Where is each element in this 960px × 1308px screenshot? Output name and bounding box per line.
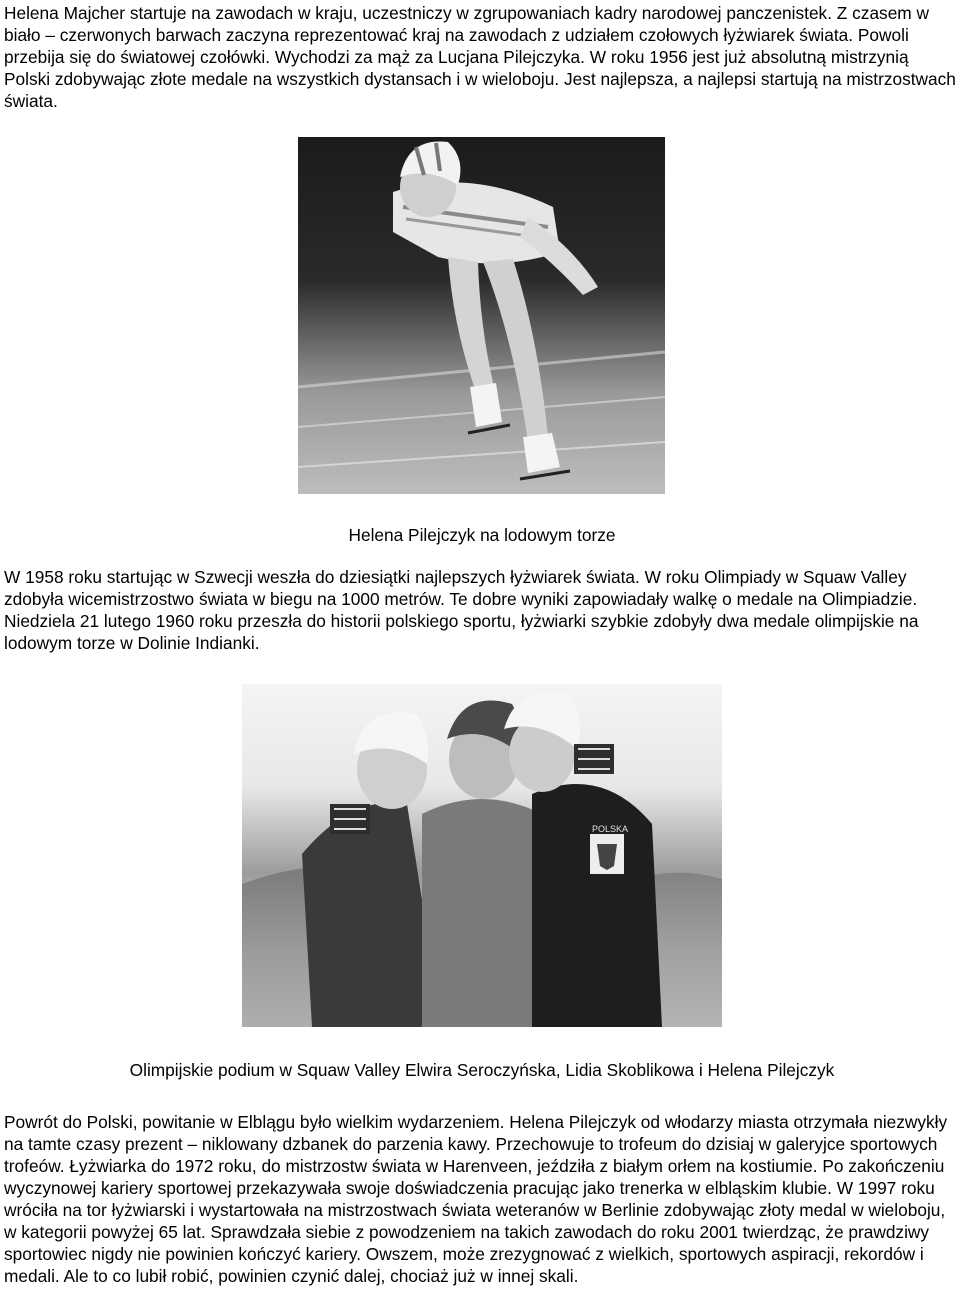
paragraph-1958: W 1958 roku startując w Szwecji weszła do dziesiątki najlepszych łyżwiarek świata. W roku Olimpiady w Squaw Valley zdobyła wicemistrzostwo świata w biegu na 1000 metrów. Te dobre wyniki zapowiadały walkę o medale na Olimpiadzie. Niedziela 21 lutego 1960 roku przeszła do historii polskiego sportu, łyżwiarki szybkie zdobyły dwa medale olimpijskie na lodowym torze w Dolinie Indianki.	[4, 567, 919, 653]
intro-paragraph: Helena Majcher startuje na zawodach w kraju, uczestniczy w zgrupowaniach kadry narodowej panczenistek. Z czasem w biało – czerwonych barwach zaczyna reprezentować kraj na zawodach z udziałem czołowych łyżwiarek świata. Powoli przebija się do światowej czołówki. Wychodzi za mąż za Lucjana Pilejczyka. W roku 1956 jest już absolutną mistrzynią Polski zdobywając złote medale na wszystkich dystansach i w wieloboju. Jest najlepsza, a najlepsi startują na mistrzostwach świata.	[4, 3, 956, 111]
jacket-text: POLSKA	[592, 824, 629, 834]
photo-caption-skater: Helena Pilejczyk na lodowym torze	[348, 525, 616, 545]
photo-caption-podium: Olimpijskie podium w Squaw Valley Elwira Seroczyńska, Lidia Skoblikowa i Helena Pilejczyk	[129, 1060, 835, 1080]
skater-illustration	[298, 137, 665, 494]
podium-photo	[242, 684, 722, 1027]
podium-illustration	[242, 684, 722, 1027]
paragraph-return: Powrót do Polski, powitanie w Elblągu było wielkim wydarzeniem. Helena Pilejczyk od włodarzy miasta otrzymała niezwykły na tamte czasy prezent – niklowany dzbanek do parzenia kawy. Przechowuje to trofeum do dzisiaj w galeryjce sportowych trofeów. Łyżwiarka do 1972 roku, do mistrzostw świata w Harenveen, jeździła z białym orłem na kostiumie. Po zakończeniu wyczynowej kariery sportowej przekazywała swoje doświadczenia pracując jako trenerka w elbląskim klubie. W 1997 roku wróciła na tor łyżwiarski i wystartowała na mistrzostwach świata weteranów w Berlinie zdobywając złoty medal w wieloboju, w kategorii powyżej 65 lat. Sprawdzała siebie z powodzeniem na takich zawodach do roku 2001 twierdząc, że prawdziwy sportowiec nigdy nie powinien kończyć kariery. Owszem, może zrezygnować z wielkich, sportowych aspiracji, rekordów i medali. Ale to co lubił robić, powinien czynić dalej, chociaż już w innej skali.	[4, 1112, 948, 1286]
skater-photo	[298, 137, 665, 494]
